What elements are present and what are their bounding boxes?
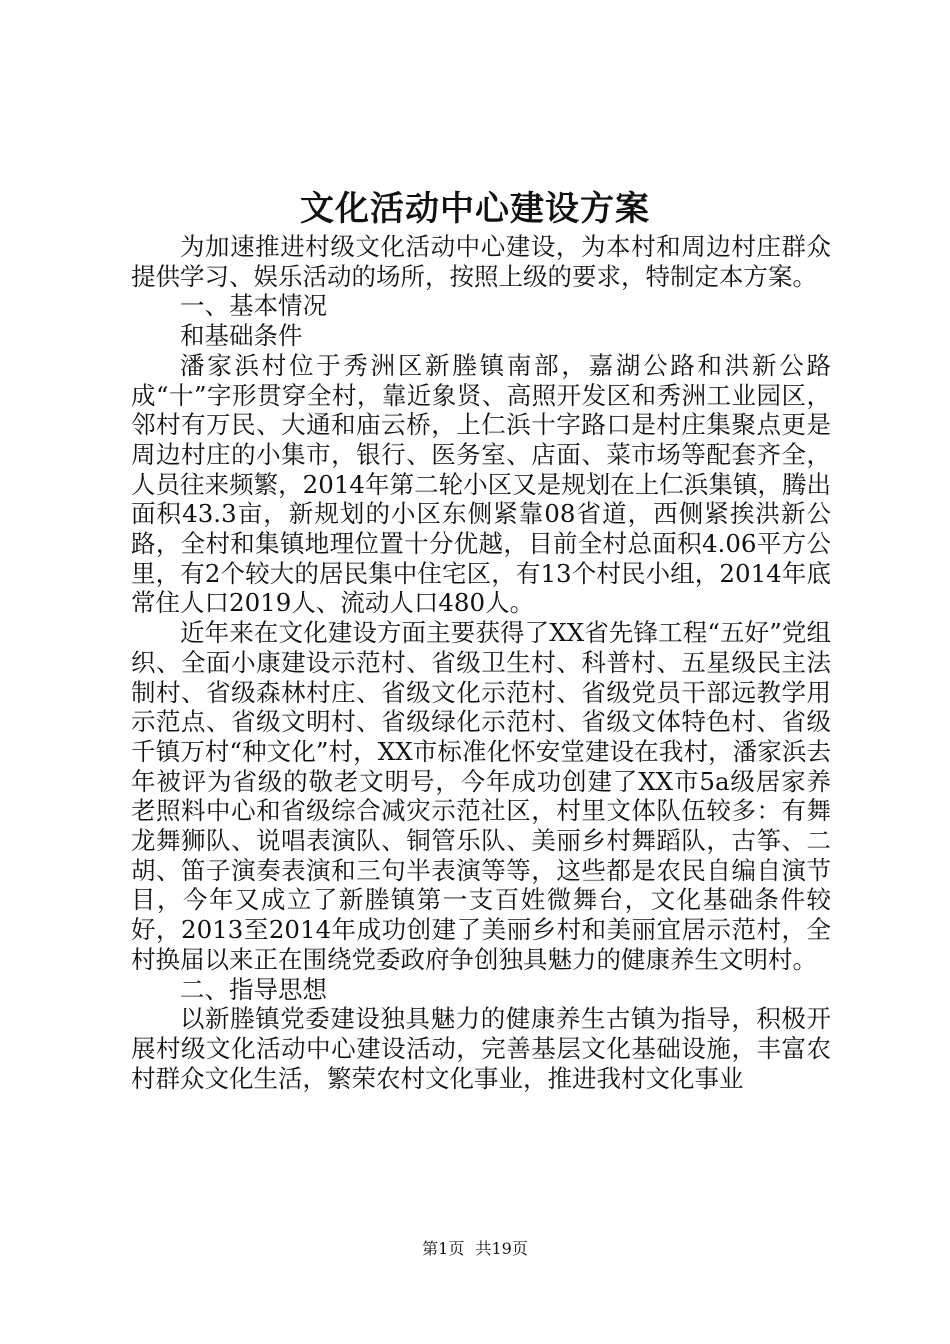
section-heading-basic-conditions: 和基础条件	[180, 321, 303, 351]
page-total: 共19页	[475, 1239, 528, 1258]
page-number: 第1页	[422, 1239, 465, 1258]
page-footer	[0, 1238, 950, 1260]
document-body	[131, 232, 831, 1093]
paragraph-guiding-ideology: 以新塍镇党委建设独具魅力的健康养生古镇为指导，积极开展村级文化活动中心建设活动，完善基层文化基础设施，丰富农村群众文化生活，繁荣农村文化事业，推进我村文化事业	[131, 1004, 831, 1093]
paragraph-village-location: 潘家浜村位于秀洲区新塍镇南部，嘉湖公路和洪新公路成“十”字形贯穿全村，靠近象贤、高照开发区和秀洲工业园区，邻村有万民、大通和庙云桥，上仁浜十字路口是村庄集聚点更是周边村庄的小集市，银行、医务室、店面、菜市场等配套齐全，人员往来频繁，2014年第二轮小区又是规划在上仁浜集镇，腾出面积43.3亩，新规划的小区东侧紧靠08省道，西侧紧挨洪新公路，全村和集镇地理位置十分优越，目前全村总面积4.06平方公里，有2个较大的居民集中住宅区，有13个村民小组，2014年底常住人口2019人、流动人口480人。	[131, 350, 831, 618]
paragraph-cultural-achievements: 近年来在文化建设方面主要获得了XX省先锋工程“五好”党组织、全面小康建设示范村、省级卫生村、科普村、五星级民主法制村、省级森林村庄、省级文化示范村、省级党员干部远教学用示范点、省级文明村、省级绿化示范村、省级文体特色村、省级千镇万村“种文化”村，XX市标准化怀安堂建设在我村，潘家浜去年被评为省级的敬老文明号，今年成功创建了XX市5a级居家养老照料中心和省级综合减灾示范社区，村里文体队伍较多：有舞龙舞狮队、说唱表演队、铜管乐队、美丽乡村舞蹈队，古筝、二胡、笛子演奏表演和三句半表演等等，这些都是农民自编自演节目，今年又成立了新塍镇第一支百姓微舞台，文化基础条件较好，2013至2014年成功创建了美丽乡村和美丽宜居示范村，全村换届以来正在围绕党委政府争创独具魅力的健康养生文明村。	[131, 618, 831, 974]
section-heading-basic-situation: 一、基本情况	[180, 291, 327, 321]
paragraph-intro: 为加速推进村级文化活动中心建设，为本村和周边村庄群众提供学习、娱乐活动的场所，按照上级的要求，特制定本方案。	[131, 232, 831, 291]
document-title: 文化活动中心建设方案	[300, 189, 650, 229]
section-heading-guiding-ideology: 二、指导思想	[180, 974, 327, 1004]
